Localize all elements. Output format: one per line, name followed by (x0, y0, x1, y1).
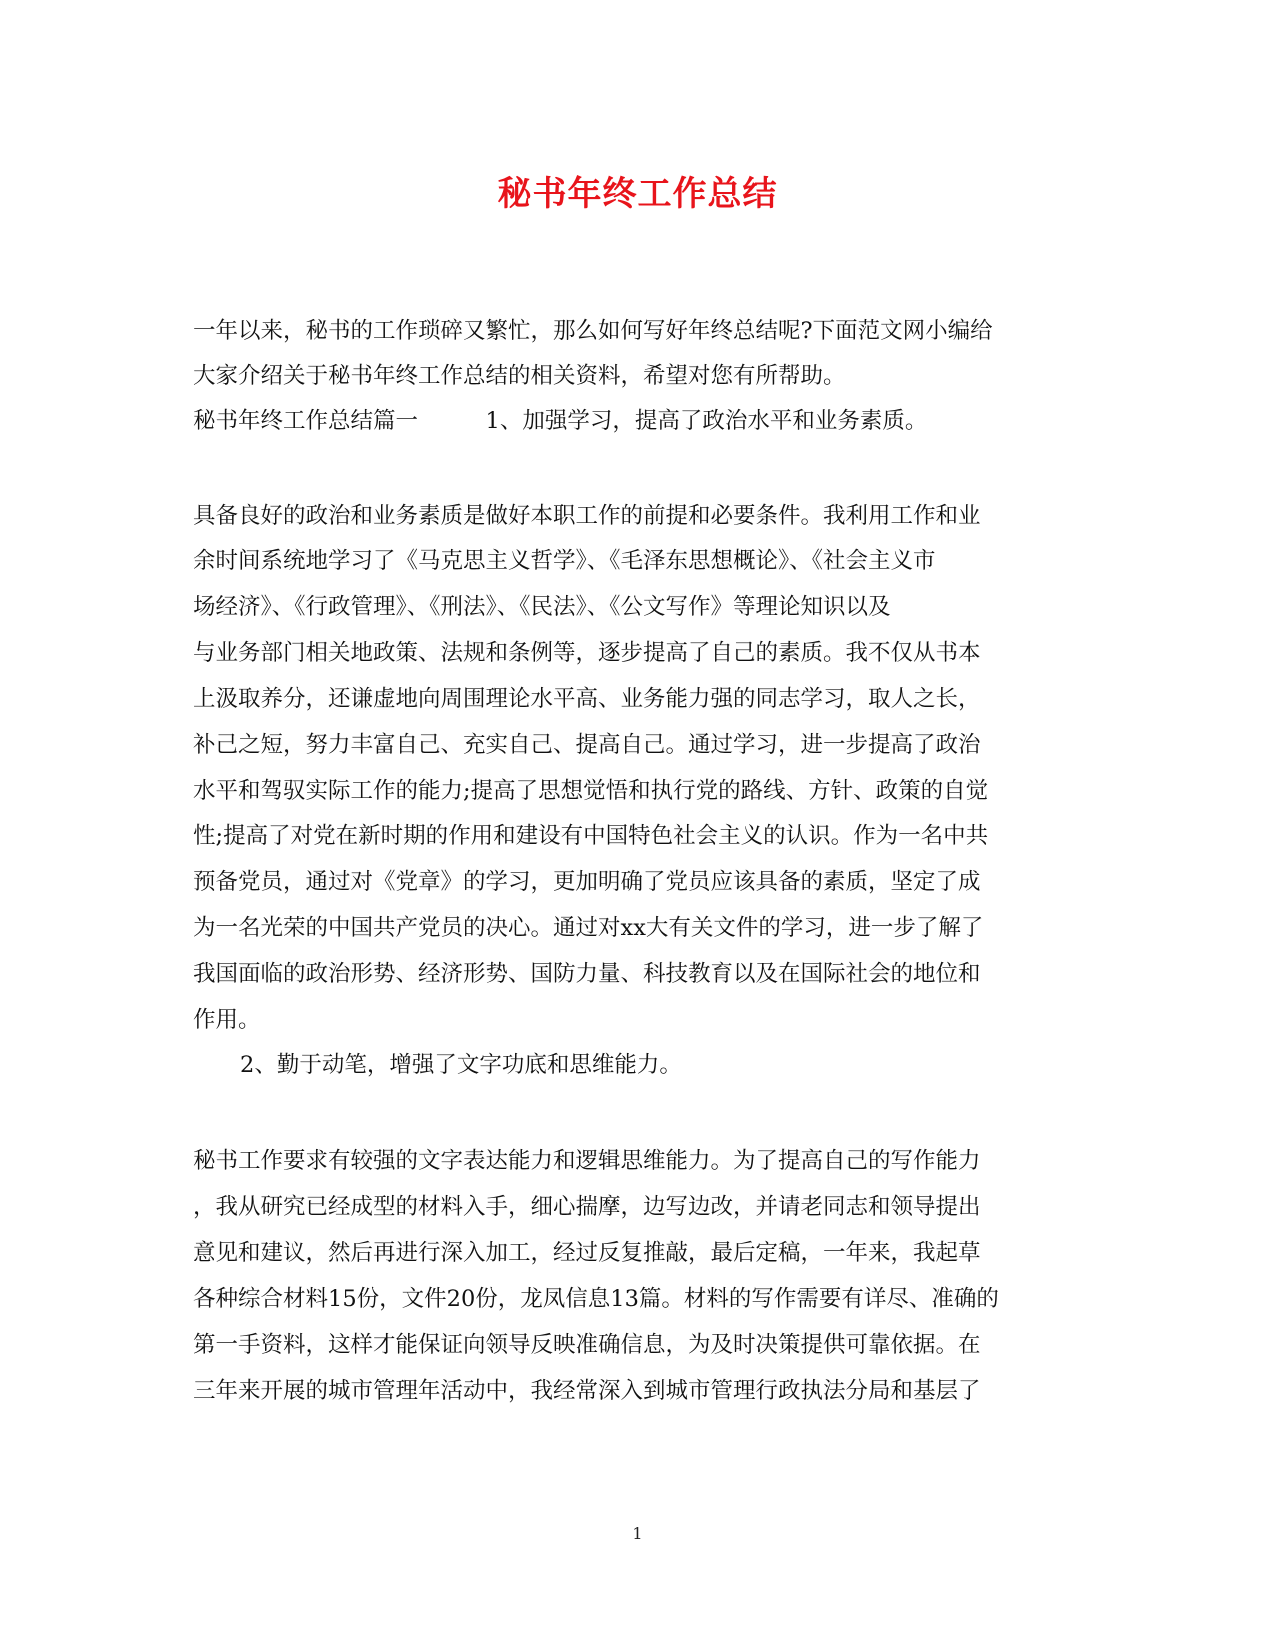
text-line: ，我从研究已经成型的材料入手，细心揣摩，边写边改，并请老同志和领导提出 (193, 1194, 981, 1220)
text-line: 具备良好的政治和业务素质是做好本职工作的前提和必要条件。我利用工作和业 (193, 503, 981, 529)
text-line: 第一手资料，这样才能保证向领导反映准确信息，为及时决策提供可靠依据。在 (193, 1332, 981, 1358)
text-line: 我国面临的政治形势、经济形势、国防力量、科技教育以及在国际社会的地位和 (193, 961, 981, 987)
text-line: 三年来开展的城市管理年活动中，我经常深入到城市管理行政执法分局和基层了 (193, 1378, 981, 1404)
document-title: 秘书年终工作总结 (497, 174, 778, 214)
text-line: 上汲取养分，还谦虚地向周围理论水平高、业务能力强的同志学习，取人之长， (193, 686, 981, 712)
text-line: 意见和建议，然后再进行深入加工，经过反复推敲，最后定稿，一年来，我起草 (193, 1240, 981, 1266)
text-line: 各种综合材料15份，文件20份，龙凤信息13篇。材料的写作需要有详尽、准确的 (193, 1286, 999, 1312)
text-line: 2、勤于动笔，增强了文字功底和思维能力。 (240, 1052, 682, 1078)
text-line: 大家介绍关于秘书年终工作总结的相关资料，希望对您有所帮助。 (193, 363, 846, 389)
text-line: 余时间系统地学习了《马克思主义哲学》、《毛泽东思想概论》、《社会主义市 (193, 548, 936, 574)
text-line: 性;提高了对党在新时期的作用和建设有中国特色社会主义的认识。作为一名中共 (193, 823, 989, 849)
text-line: 作用。 (193, 1007, 261, 1033)
text-line: 预备党员，通过对《党章》的学习，更加明确了党员应该具备的素质，坚定了成 (193, 869, 981, 895)
text-line: 秘书年终工作总结篇一 1、加强学习，提高了政治水平和业务素质。 (193, 408, 928, 434)
text-line: 水平和驾驭实际工作的能力;提高了思想觉悟和执行党的路线、方针、政策的自觉 (193, 778, 989, 804)
text-line: 补己之短，努力丰富自己、充实自己、提高自己。通过学习，进一步提高了政治 (193, 732, 981, 758)
page-number: 1 (632, 1524, 643, 1543)
text-line: 场经济》、《行政管理》、《刑法》、《民法》、《公文写作》等理论知识以及 (193, 594, 891, 620)
text-line: 一年以来，秘书的工作琐碎又繁忙，那么如何写好年终总结呢?下面范文网小编给 (193, 318, 993, 344)
text-line: 秘书工作要求有较强的文字表达能力和逻辑思维能力。为了提高自己的写作能力 (193, 1148, 981, 1174)
text-line: 与业务部门相关地政策、法规和条例等，逐步提高了自己的素质。我不仅从书本 (193, 640, 981, 666)
text-line: 为一名光荣的中国共产党员的决心。通过对xx大有关文件的学习，进一步了解了 (193, 915, 984, 941)
